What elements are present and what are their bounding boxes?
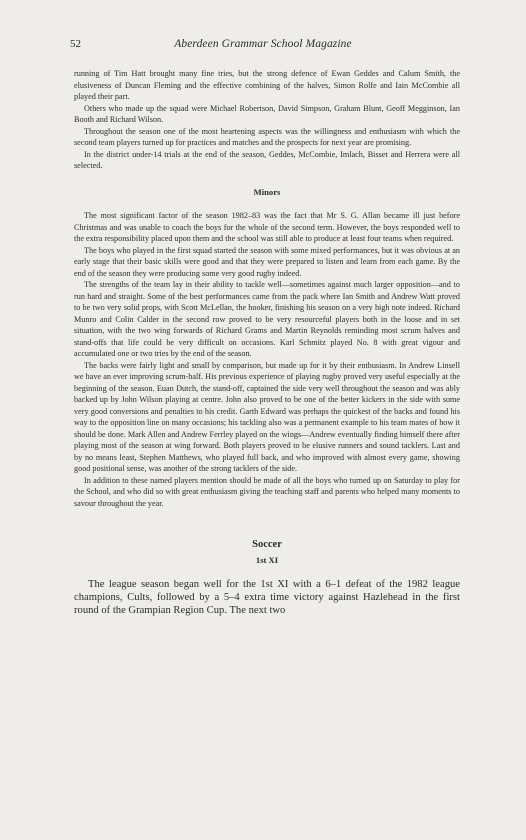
soccer-text [74, 578, 460, 618]
rugby-paragraph-2: Others who made up the squad were Michael Robertson, David Simpson, Graham Blunt, Geoff Megginson, Ian Booth and Richard Wilson. [74, 103, 460, 124]
page-number: 52 [70, 38, 81, 50]
soccer-heading: Soccer [252, 539, 282, 550]
minors-paragraph-3: The strengths of the team lay in their ability to tackle well—sometimes against much larger opposition—and to run hard and straight. Some of the best performances came from the pack where Ian Smith and Andrew Watt proved to be two very solid props, with Scott McLellan, the hooker, finishing his season on a very high note indeed. Richard Munro and Colin Calder in the second row proved to be very resourceful players both in the loose and in set situation, with the two wing forwards of Richard Grams and Martin Reynolds reminding most scrum halves and stand-offs that life could be very difficult on occasions. Karl Schmitz played No. 8 with great vigour and accumulated one or two tries by the end of the season. [74, 280, 460, 358]
running-title: Aberdeen Grammar School Magazine [174, 38, 352, 50]
rugby-paragraph-3: Throughout the season one of the most heartening aspects was the willingness and enthusiasm with which the second team players turned up for practices and matches and the prospects for next year are promising. [74, 126, 460, 147]
soccer-paragraph-1: The league season began well for the 1st XI with a 6–1 defeat of the 1982 league champions, Cults, followed by a 5–4 extra time victory against Hazlehead in the first round of the Grampian Region Cup. The next two [74, 579, 460, 617]
minors-paragraph-2: The boys who played in the first squad started the season with some mixed performances, but it was obvious at an early stage that their basic skills were good and that they were prepared to listen and learn from each game. By the end of the season they were producing some very good rugby indeed. [74, 245, 460, 278]
minors-heading: Minors [253, 186, 281, 197]
minors-paragraph-1: The most significant factor of the season 1982–83 was the fact that Mr S. G. Allan became ill just before Christmas and was unable to coach the boys for the whole of the second term. However, the boys responded well to the extra responsibility placed upon them and the school was still able to produce at least four teams when required. [74, 211, 460, 243]
soccer-subheading: 1st XI [255, 554, 279, 565]
page-header [0, 38, 526, 54]
rugby-paragraph-1: running of Tim Hatt brought many fine tries, but the strong defence of Ewan Geddes and Calum Smith, the elusiveness of Duncan Fleming and the effective combining of the halves, Simon Rolfe and Iain McCombie all played their part. [74, 69, 460, 101]
rugby-paragraph-4: In the district under-14 trials at the end of the season, Geddes, McCombie, Imlach, Bisset and Herrera were all selected. [74, 149, 460, 170]
minors-paragraph-5: In addition to these named players mention should be made of all the boys who turned up on Saturday to play for the School, and who did so with great enthusiasm giving the teaching staff and parents who helped many moments to savour throughout the year. [74, 475, 460, 508]
minors-paragraph-4: The backs were fairly light and small by comparison, but made up for it by their enthusiasm. In Andrew Linsell we have an ever improving scrum-half. His previous experience of playing rugby proved very useful especially at the beginning of the season. Euan Dutch, the stand-off, captained the side very well throughout the season and was ably backed up by John Wilson playing at centre. John also proved to be one of the better kickers in the side with some very good conversions and penalties to his credit. Garth Edward was perhaps the quickest of the backs and found his way to the opposition line on many occasions; his tackling also was a permanent example to his team mates of how it should be done. Mark Allen and Andrew Ferrley played on the wings—Andrew eventually finding himself there after playing most of the season at wing forward. Both players proved to be elusive runners and sound tacklers. Last and by no means least, Stephen Matthews, who played full back, and who improved with almost every game, showing good positional sense, was another of the strong tacklers of the side. [74, 360, 460, 473]
article-body [74, 68, 460, 618]
